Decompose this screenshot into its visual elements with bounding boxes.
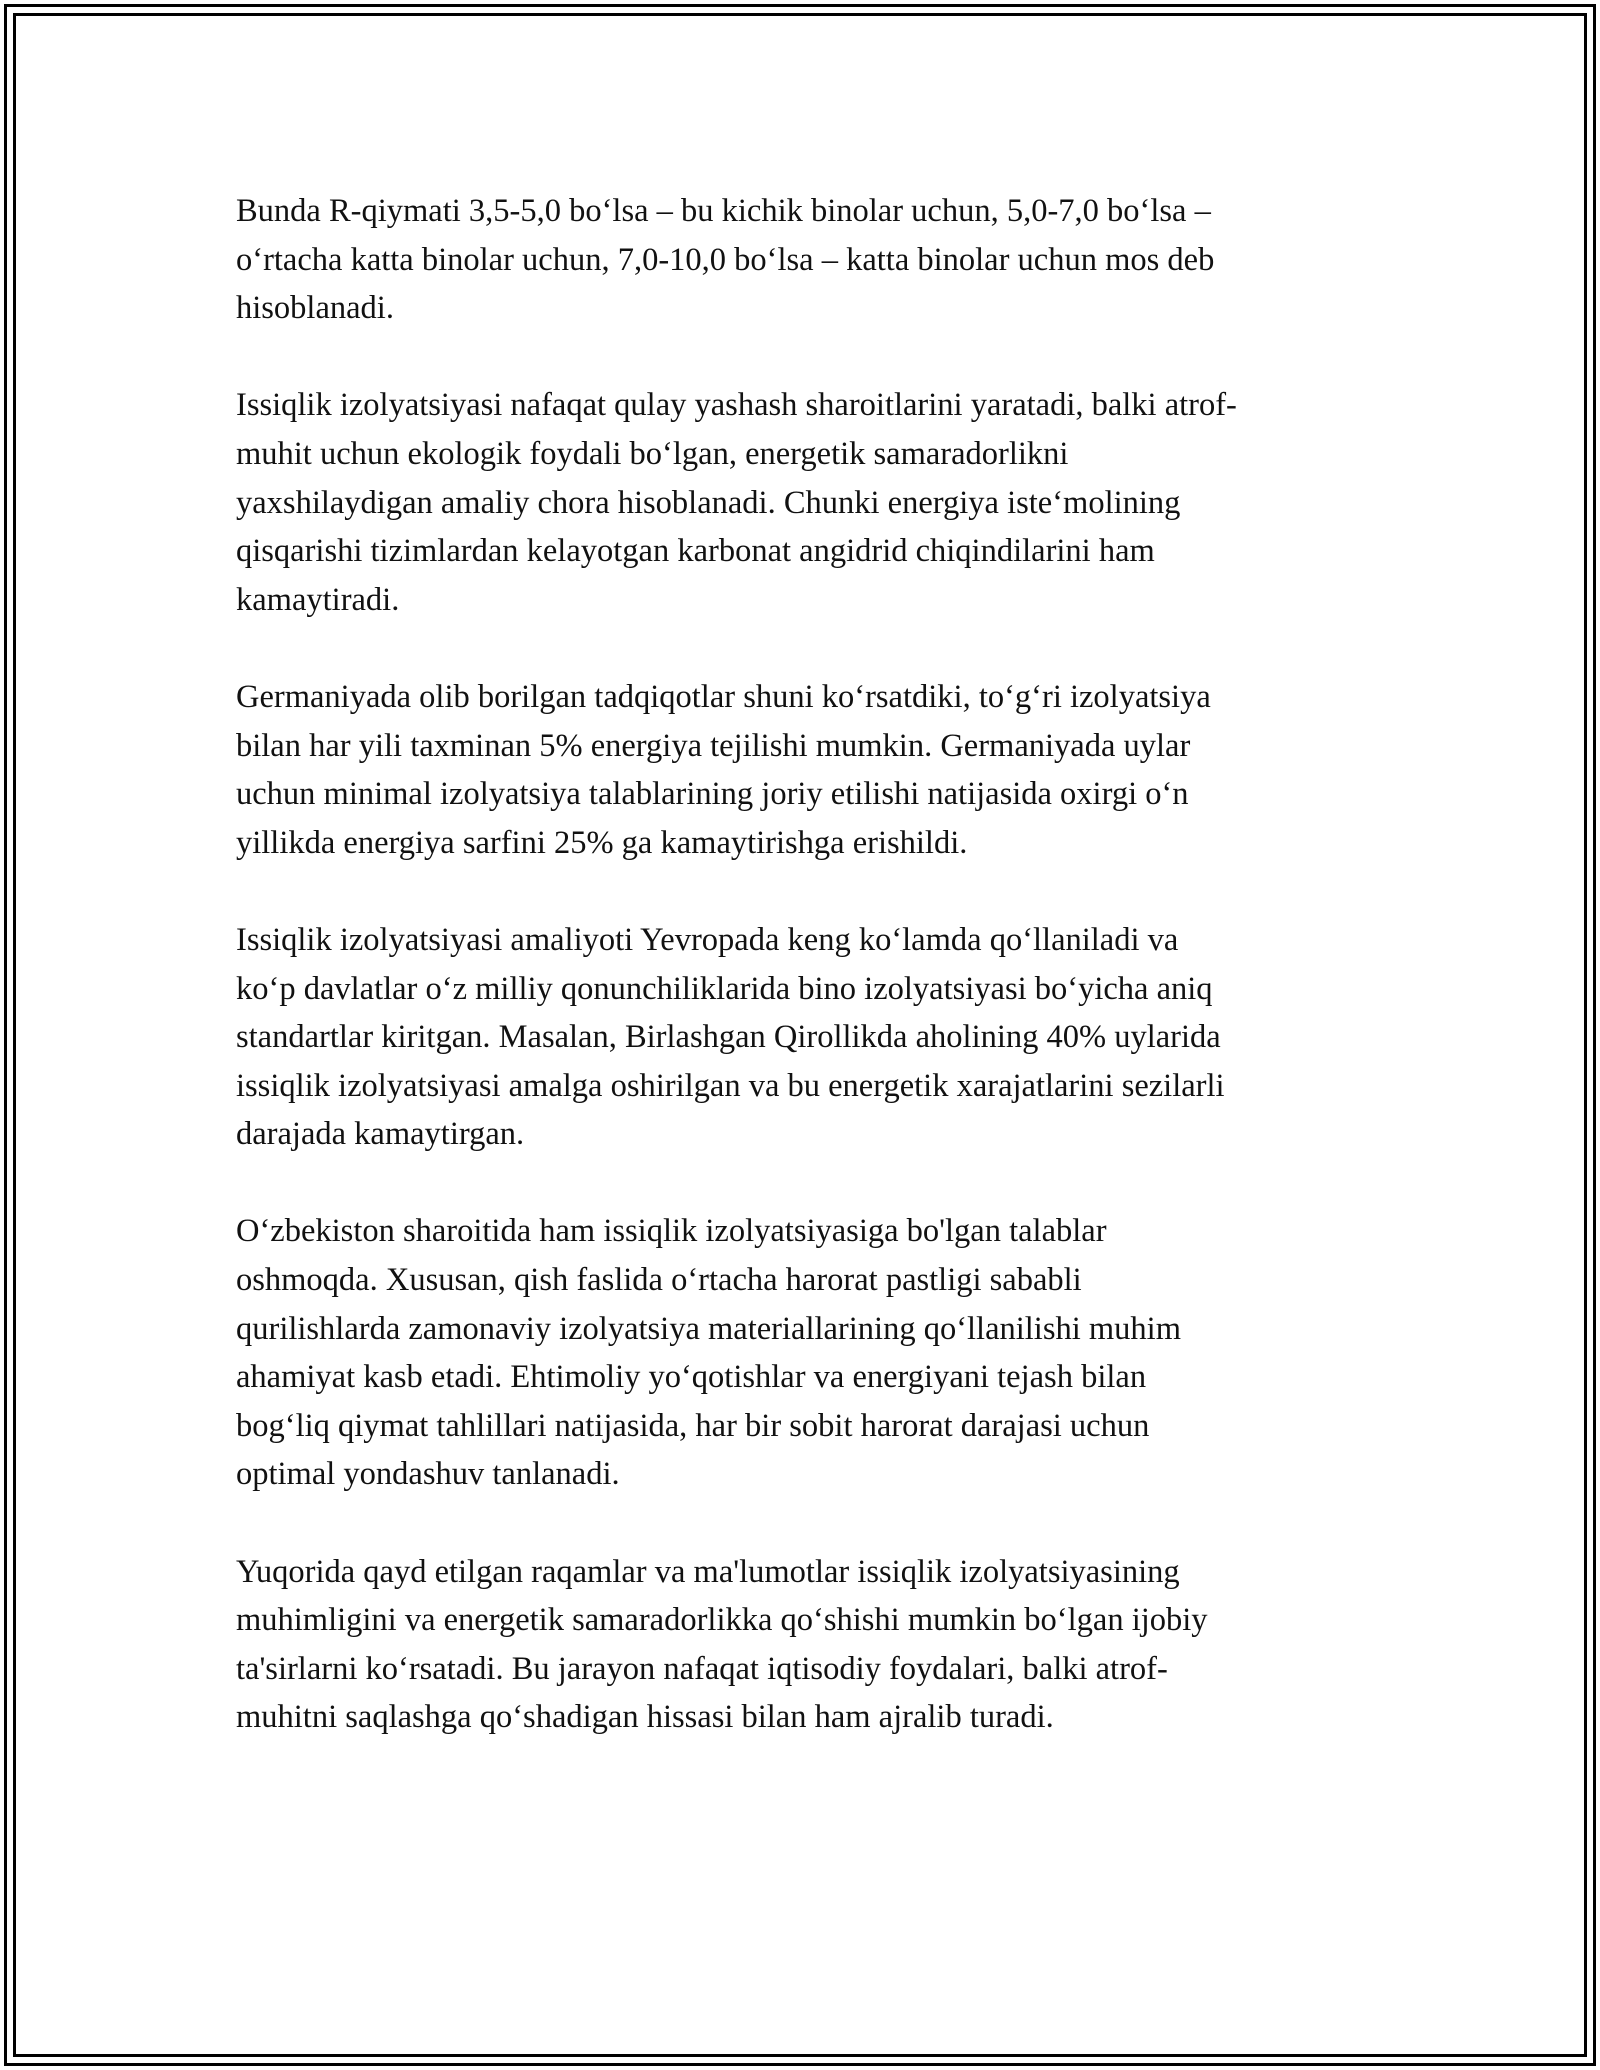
text-line: O‘zbekiston sharoitida ham issiqlik izolyatsiyasiga bo'lgan talablar [236, 1213, 1107, 1250]
text-line: optimal yondashuv tanlanadi. [236, 1456, 620, 1493]
paragraph-germany-research [236, 673, 1376, 867]
paragraph-conclusion [236, 1548, 1376, 1742]
text-line: standartlar kiritgan. Masalan, Birlashgan Qirollikda aholining 40% uylarida [236, 1019, 1221, 1056]
text-line: qurilishlarda zamonaviy izolyatsiya materiallarining qo‘llanilishi muhim [236, 1310, 1181, 1347]
paragraph-insulation-benefits [236, 381, 1376, 624]
paragraph-europe-practice [236, 916, 1376, 1159]
paragraph-r-value [236, 187, 1376, 333]
text-line: Issiqlik izolyatsiyasi nafaqat qulay yashash sharoitlarini yaratadi, balki atrof- [236, 387, 1237, 424]
text-line: oshmoqda. Xususan, qish faslida o‘rtacha harorat pastligi sababli [236, 1262, 1082, 1299]
text-line: yillikda energiya sarfini 25% ga kamaytirishga erishildi. [236, 824, 968, 861]
text-line: bog‘liq qiymat tahlillari natijasida, har bir sobit harorat darajasi uchun [236, 1407, 1150, 1444]
text-line: darajada kamaytirgan. [236, 1116, 525, 1153]
text-line: ta'sirlarni ko‘rsatadi. Bu jarayon nafaqat iqtisodiy foydalari, balki atrof- [236, 1650, 1168, 1687]
paragraph-uzbekistan-conditions [236, 1207, 1376, 1499]
text-line: Germaniyada olib borilgan tadqiqotlar shuni ko‘rsatdiki, to‘g‘ri izolyatsiya [236, 678, 1211, 715]
document-body [236, 187, 1376, 1791]
text-line: uchun minimal izolyatsiya talablarining joriy etilishi natijasida oxirgi o‘n [236, 776, 1189, 813]
text-line: qisqarishi tizimlardan kelayotgan karbonat angidrid chiqindilarini ham [236, 533, 1155, 570]
text-line: o‘rtacha katta binolar uchun, 7,0-10,0 bo‘lsa – katta binolar uchun mos deb [236, 241, 1215, 278]
text-line: issiqlik izolyatsiyasi amalga oshirilgan va bu energetik xarajatlarini sezilarli [236, 1067, 1225, 1104]
text-line: Bunda R-qiymati 3,5-5,0 bo‘lsa – bu kichik binolar uchun, 5,0-7,0 bo‘lsa – [236, 193, 1211, 229]
text-line: ahamiyat kasb etadi. Ehtimoliy yo‘qotishlar va energiyani tejash bilan [236, 1359, 1147, 1396]
text-line: kamaytiradi. [236, 581, 400, 618]
text-line: ko‘p davlatlar o‘z milliy qonunchiliklarida bino izolyatsiyasi bo‘yicha aniq [236, 970, 1213, 1007]
text-line: yaxshilaydigan amaliy chora hisoblanadi. Chunki energiya iste‘molining [236, 484, 1181, 521]
text-line: Yuqorida qayd etilgan raqamlar va ma'lumotlar issiqlik izolyatsiyasining [236, 1553, 1180, 1590]
text-line: hisoblanadi. [236, 290, 394, 327]
text-line: muhitni saqlashga qo‘shadigan hissasi bilan ham ajralib turadi. [236, 1699, 1054, 1736]
text-line: muhimligini va energetik samaradorlikka qo‘shishi mumkin bo‘lgan ijobiy [236, 1602, 1208, 1639]
text-line: Issiqlik izolyatsiyasi amaliyoti Yevropada keng ko‘lamda qo‘llaniladi va [236, 921, 1179, 958]
text-line: muhit uchun ekologik foydali bo‘lgan, energetik samaradorlikni [236, 435, 1069, 472]
text-line: bilan har yili taxminan 5% energiya tejilishi mumkin. Germaniyada uylar [236, 727, 1191, 764]
